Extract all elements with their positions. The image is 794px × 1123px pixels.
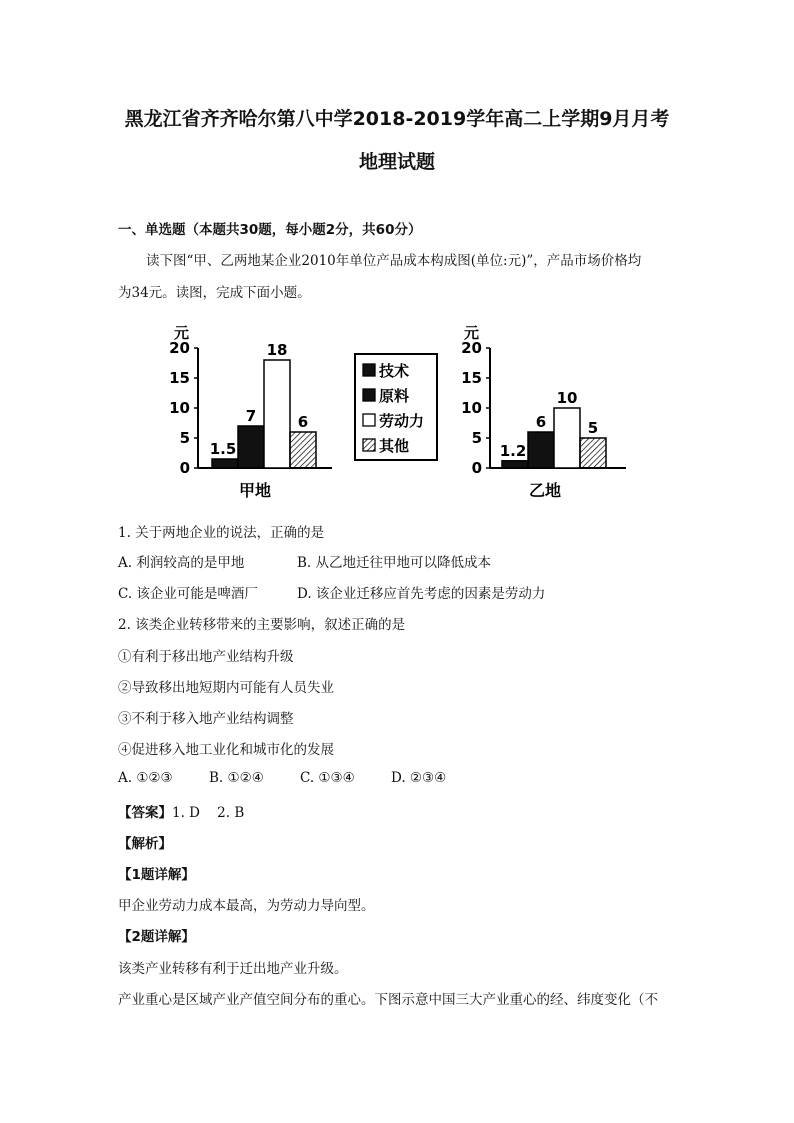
bar-value-label: 18: [266, 341, 288, 359]
legend-label: 劳动力: [379, 412, 425, 430]
q2-statement-2: ②导致移出地短期内可能有人员失业: [118, 680, 334, 696]
q1-option-b: B. 从乙地迁往甲地可以降低成本: [297, 555, 492, 571]
legend-swatch: [363, 414, 375, 426]
document-title-line1: 黑龙江省齐齐哈尔第八中学2018-2019学年高二上学期9月月考: [124, 108, 670, 130]
q2-statement-4: ④促进移入地工业化和城市化的发展: [118, 742, 334, 758]
legend-label: 原料: [379, 387, 410, 405]
bar-技术: [212, 459, 238, 468]
y-tick-label: 0: [471, 459, 482, 477]
q1-option-c: C. 该企业可能是啤酒厂: [118, 586, 258, 602]
bar-value-label: 7: [245, 407, 257, 425]
legend-swatch: [363, 439, 375, 451]
detail-1-heading: 【1题详解】: [118, 867, 195, 883]
answer-label: 【答案】: [118, 805, 172, 821]
legend-label: 技术: [379, 362, 410, 380]
q2-option-c: C. ①③④: [300, 770, 355, 786]
y-tick-label: 15: [461, 369, 482, 387]
bar-原料: [528, 432, 554, 468]
chart-jia-xlabel: 甲地: [238, 481, 272, 500]
document-title-line2: 地理试题: [358, 151, 435, 173]
detail-1-text: 甲企业劳动力成本最高，为劳动力导向型。: [118, 898, 375, 914]
y-tick-label: 15: [169, 369, 190, 387]
intro-text-line1: 读下图“甲、乙两地某企业2010年单位产品成本构成图(单位:元)”，产品市场价格均: [146, 253, 642, 269]
q2-option-a: A. ①②③: [118, 770, 173, 786]
chart-yi-ylabel: 元: [464, 324, 480, 342]
detail-2-text: 该类产业转移有利于迁出地产业升级。: [118, 961, 348, 977]
bar-value-label: 1.5: [209, 440, 237, 458]
chart-jia: [169, 324, 332, 500]
y-tick-label: 10: [169, 399, 190, 417]
q2-option-d: D. ②③④: [391, 770, 447, 786]
next-question-intro: 产业重心是区域产业产值空间分布的重心。下图示意中国三大产业重心的经、纬度变化（不: [118, 992, 658, 1008]
intro-text-line2: 为34元。读图，完成下面小题。: [118, 285, 311, 301]
y-tick-label: 20: [169, 339, 190, 357]
section-heading: 一、单选题（本题共30题，每小题2分，共60分）: [118, 222, 422, 238]
bar-value-label: 6: [297, 413, 309, 431]
bar-劳动力: [264, 360, 290, 468]
question-2: 2. 该类企业转移带来的主要影响，叙述正确的是: [118, 617, 406, 633]
bar-其他: [580, 438, 606, 468]
detail-2-heading: 【2题详解】: [118, 929, 195, 945]
bar-value-label: 10: [556, 389, 578, 407]
bar-劳动力: [554, 408, 580, 468]
legend-label: 其他: [379, 437, 410, 455]
answer-line: [118, 801, 244, 821]
chart-legend: [355, 354, 437, 460]
q2-statement-3: ③不利于移入地产业结构调整: [118, 711, 294, 727]
q1-option-d: D. 该企业迁移应首先考虑的因素是劳动力: [297, 586, 546, 602]
question-1: 1. 关于两地企业的说法，正确的是: [118, 525, 325, 541]
q2-statement-1: ①有利于移出地产业结构升级: [118, 649, 294, 665]
q1-option-a: A. 利润较高的是甲地: [118, 555, 245, 571]
cost-structure-figure: [160, 318, 650, 508]
q2-option-b: B. ①②④: [209, 770, 264, 786]
y-tick-label: 20: [461, 339, 482, 357]
bar-原料: [238, 426, 264, 468]
bar-value-label: 5: [587, 419, 599, 437]
bar-技术: [502, 461, 528, 468]
chart-yi: [461, 324, 626, 500]
chart-jia-ylabel: 元: [174, 324, 190, 342]
analysis-heading: 【解析】: [118, 836, 172, 852]
legend-swatch: [363, 389, 375, 401]
answer-text: 1. D 2. B: [172, 805, 245, 821]
chart-yi-xlabel: 乙地: [528, 481, 562, 500]
legend-swatch: [363, 364, 375, 376]
bar-其他: [290, 432, 316, 468]
y-tick-label: 10: [461, 399, 482, 417]
y-tick-label: 0: [179, 459, 190, 477]
bar-value-label: 1.2: [499, 441, 527, 460]
bar-value-label: 6: [535, 413, 547, 431]
y-tick-label: 5: [179, 429, 190, 447]
y-tick-label: 5: [471, 429, 482, 447]
